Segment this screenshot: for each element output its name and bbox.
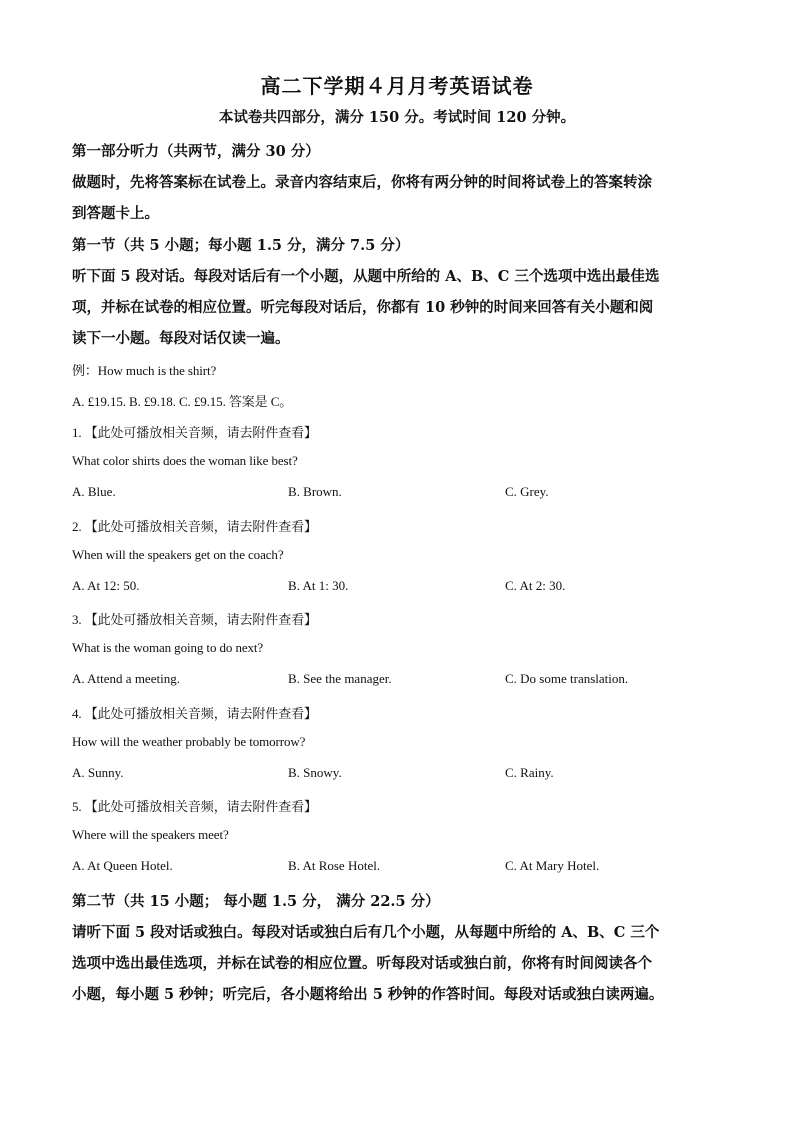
example-options: A. £19.15. B. £9.18. C. £9.15. 答案是 C。 bbox=[72, 394, 293, 409]
page-title: 高二下学期４月月考英语试卷 bbox=[260, 74, 534, 98]
question-1-option-a: A. Blue. bbox=[72, 484, 116, 499]
question-5-option-a: A. At Queen Hotel. bbox=[72, 858, 173, 873]
question-3-option-b: B. See the manager. bbox=[288, 671, 392, 686]
section1-instructions-line1: 听下面 5 段对话。每段对话后有一个小题，从题中所给的 A、B、C 三个选项中选出最佳选 bbox=[72, 268, 660, 285]
intro-text-line1: 做题时，先将答案标在试卷上。录音内容结束后，你将有两分钟的时间将试卷上的答案转涂 bbox=[72, 174, 652, 191]
question-1-text: What color shirts does the woman like best? bbox=[72, 453, 298, 468]
question-4-option-a: A. Sunny. bbox=[72, 765, 124, 780]
question-3-text: What is the woman going to do next? bbox=[72, 640, 264, 655]
section1-heading: 第一节（共 5 小题；每小题 1.5 分，满分 7.5 分） bbox=[72, 237, 410, 254]
question-5-option-c: C. At Mary Hotel. bbox=[505, 858, 600, 873]
question-5-audio-label: 5. 【此处可播放相关音频，请去附件查看】 bbox=[72, 799, 317, 814]
section1-instructions-line2: 项，并标在试卷的相应位置。听完每段对话后，你都有 10 秒钟的时间来回答有关小题和阅 bbox=[72, 299, 654, 316]
example-question: 例：How much is the shirt? bbox=[72, 363, 217, 378]
question-2-text: When will the speakers get on the coach? bbox=[72, 547, 284, 562]
question-3-option-c: C. Do some translation. bbox=[505, 671, 629, 686]
question-1-audio-label: 1. 【此处可播放相关音频，请去附件查看】 bbox=[72, 425, 317, 440]
exam-info: 本试卷共四部分，满分 150 分。考试时间 120 分钟。 bbox=[218, 109, 576, 126]
section2-instructions-line1: 请听下面 5 段对话或独白。每段对话或独白后有几个小题，从每题中所给的 A、B、C 三个 bbox=[72, 924, 660, 941]
section2-heading: 第二节（共 15 小题； 每小题 1.5 分， 满分 22.5 分） bbox=[72, 893, 440, 910]
question-4-audio-label: 4. 【此处可播放相关音频，请去附件查看】 bbox=[72, 706, 317, 721]
question-3-audio-label: 3. 【此处可播放相关音频，请去附件查看】 bbox=[72, 612, 317, 627]
question-1-option-c: C. Grey. bbox=[505, 484, 549, 499]
question-1-option-b: B. Brown. bbox=[288, 484, 342, 499]
section2-instructions-line3: 小题，每小题 5 秒钟；听完后，各小题将给出 5 秒钟的作答时间。每段对话或独白读两遍。 bbox=[72, 986, 664, 1003]
section1-instructions-line3: 读下一小题。每段对话仅读一遍。 bbox=[72, 330, 290, 347]
question-4-option-b: B. Snowy. bbox=[288, 765, 342, 780]
question-2-option-c: C. At 2: 30. bbox=[505, 578, 566, 593]
question-2-option-b: B. At 1: 30. bbox=[288, 578, 349, 593]
section2-instructions-line2: 选项中选出最佳选项，并标在试卷的相应位置。听每段对话或独白前，你将有时间阅读各个 bbox=[72, 955, 652, 972]
question-3-option-a: A. Attend a meeting. bbox=[72, 671, 180, 686]
question-4-option-c: C. Rainy. bbox=[505, 765, 554, 780]
question-5-option-b: B. At Rose Hotel. bbox=[288, 858, 381, 873]
part1-heading: 第一部分听力（共两节，满分 30 分） bbox=[72, 143, 320, 160]
question-2-audio-label: 2. 【此处可播放相关音频，请去附件查看】 bbox=[72, 519, 317, 534]
question-5-text: Where will the speakers meet? bbox=[72, 827, 229, 842]
question-2-option-a: A. At 12: 50. bbox=[72, 578, 140, 593]
intro-text-line2: 到答题卡上。 bbox=[72, 205, 159, 222]
question-4-text: How will the weather probably be tomorrow? bbox=[72, 734, 306, 749]
